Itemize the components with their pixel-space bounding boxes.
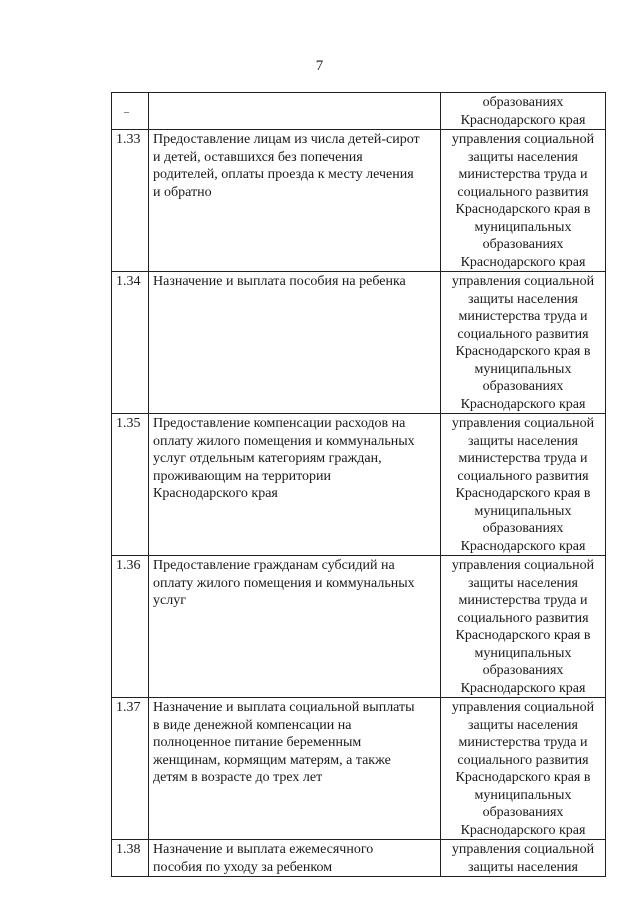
organization-line: образованиях [482,663,564,678]
organization-line: Краснодарского края в [455,202,591,217]
organization-line: управления социальной [451,416,595,431]
organization-line: образованиях [482,521,564,536]
service-name-cell [149,840,441,877]
row-number: 1.34 [116,274,141,289]
organization-line: социального развития [457,752,589,768]
row-number: 1.36 [116,558,141,573]
service-name-line: пособия по уходу за ребенком [153,859,333,875]
service-name-line: оплату жилого помещения и коммунальных [153,575,415,591]
service-name-line: Назначение и выплата пособия на ребенка [153,274,406,289]
service-name-line: Краснодарского края [153,486,278,501]
service-name-line: услуг отдельным категориям граждан, [153,451,382,466]
row-number-cell [112,414,149,556]
service-name-line: женщинам, кормящим матерям, а также [153,752,391,768]
service-name-line: Предоставление компенсации расходов на [153,416,406,431]
services-table-body [112,93,606,877]
organization-line: управления социальной [451,558,595,573]
organization-line: министерства труда и [458,309,588,324]
organization-line: муниципальных [474,645,572,661]
service-name-line: оплату жилого помещения и коммунальных [153,433,415,449]
service-name-cell [149,698,441,840]
row-number: 1.38 [116,842,141,857]
row-number: 1.37 [116,700,141,715]
organization-cell [441,556,606,698]
page-number: 7 [315,58,324,74]
organization-line: Краснодарского края в [455,770,591,785]
organization-line: защиты населения [468,291,578,307]
service-name-line: детям в возрасте до трех лет [153,770,323,785]
row-number-cell [112,130,149,272]
row-number-cell [112,556,149,698]
service-name-line: Назначение и выплата социальной выплаты [153,700,415,715]
service-name-line: Назначение и выплата ежемесячного [153,842,374,857]
service-name-line: в виде денежной компенсации на [153,717,352,733]
row-number: 1.35 [116,416,141,431]
row-number: 1.33 [116,132,141,147]
organization-line: Краснодарского края [460,680,586,696]
service-name-line: полноценное питание беременным [153,735,362,750]
organization-line: социального развития [457,610,589,626]
table-row [112,698,606,840]
organization-line: образованиях [482,379,564,394]
service-name-cell [149,414,441,556]
table-row [112,130,606,272]
organization-line: муниципальных [474,219,572,235]
organization-line: Краснодарского края в [455,344,591,359]
service-name-line: и обратно [153,184,212,200]
organization-line: Краснодарского края [460,822,586,838]
organization-line: социального развития [457,468,589,484]
organization-cell [441,130,606,272]
organization-cell [441,93,606,130]
organization-line: защиты населения [468,433,578,449]
organization-line: муниципальных [474,361,572,377]
table-row [112,414,606,556]
organization-line: защиты населения [468,717,578,733]
row-number-cell [112,93,149,130]
organization-line: управления социальной [451,132,595,147]
service-name-cell [149,93,441,130]
service-name-cell [149,130,441,272]
organization-line: муниципальных [474,503,572,519]
organization-line: управления социальной [451,842,595,857]
organization-line: Краснодарского края [460,538,586,554]
organization-line: муниципальных [474,787,572,803]
table-row [112,556,606,698]
organization-line: министерства труда и [458,593,588,608]
organization-cell [441,840,606,877]
organization-line: образованиях [482,805,564,820]
service-name-line: Предоставление гражданам субсидий на [153,558,395,573]
table-row [112,840,606,877]
organization-line: министерства труда и [458,451,588,466]
row-number-cell [112,698,149,840]
organization-line: управления социальной [451,274,595,289]
organization-line: министерства труда и [458,735,588,750]
service-name-line: Предоставление лицам из числа детей-сирот [153,132,420,147]
service-name-line: и детей, оставшихся без попечения [153,149,363,165]
service-name-cell [149,556,441,698]
table-row [112,272,606,414]
organization-line: управления социальной [451,700,595,715]
organization-line: министерства труда и [458,167,588,182]
organization-line: социального развития [457,184,589,200]
row-number-cell [112,840,149,877]
organization-line: Краснодарского края [460,396,586,412]
organization-cell [441,414,606,556]
organization-line: защиты населения [468,859,578,875]
organization-line: Краснодарского края [460,112,586,128]
organization-line: защиты населения [468,149,578,165]
row-number-cell [112,272,149,414]
table-row-continuation [112,93,606,130]
service-name-line: услуг [153,593,186,608]
organization-line: социального развития [457,326,589,342]
service-name-line: родителей, оплаты проезда к месту лечения [153,167,414,182]
organization-line: Краснодарского края [460,254,586,270]
organization-line: Краснодарского края в [455,486,591,501]
service-name-line: проживающим на территории [153,468,331,484]
organization-line: Краснодарского края в [455,628,591,643]
organization-cell [441,698,606,840]
organization-cell [441,272,606,414]
organization-line: образованиях [482,237,564,252]
organization-line: защиты населения [468,575,578,591]
row-number-mark: – [124,107,129,118]
services-table [111,92,606,877]
service-name-cell [149,272,441,414]
organization-line: образованиях [482,95,564,110]
